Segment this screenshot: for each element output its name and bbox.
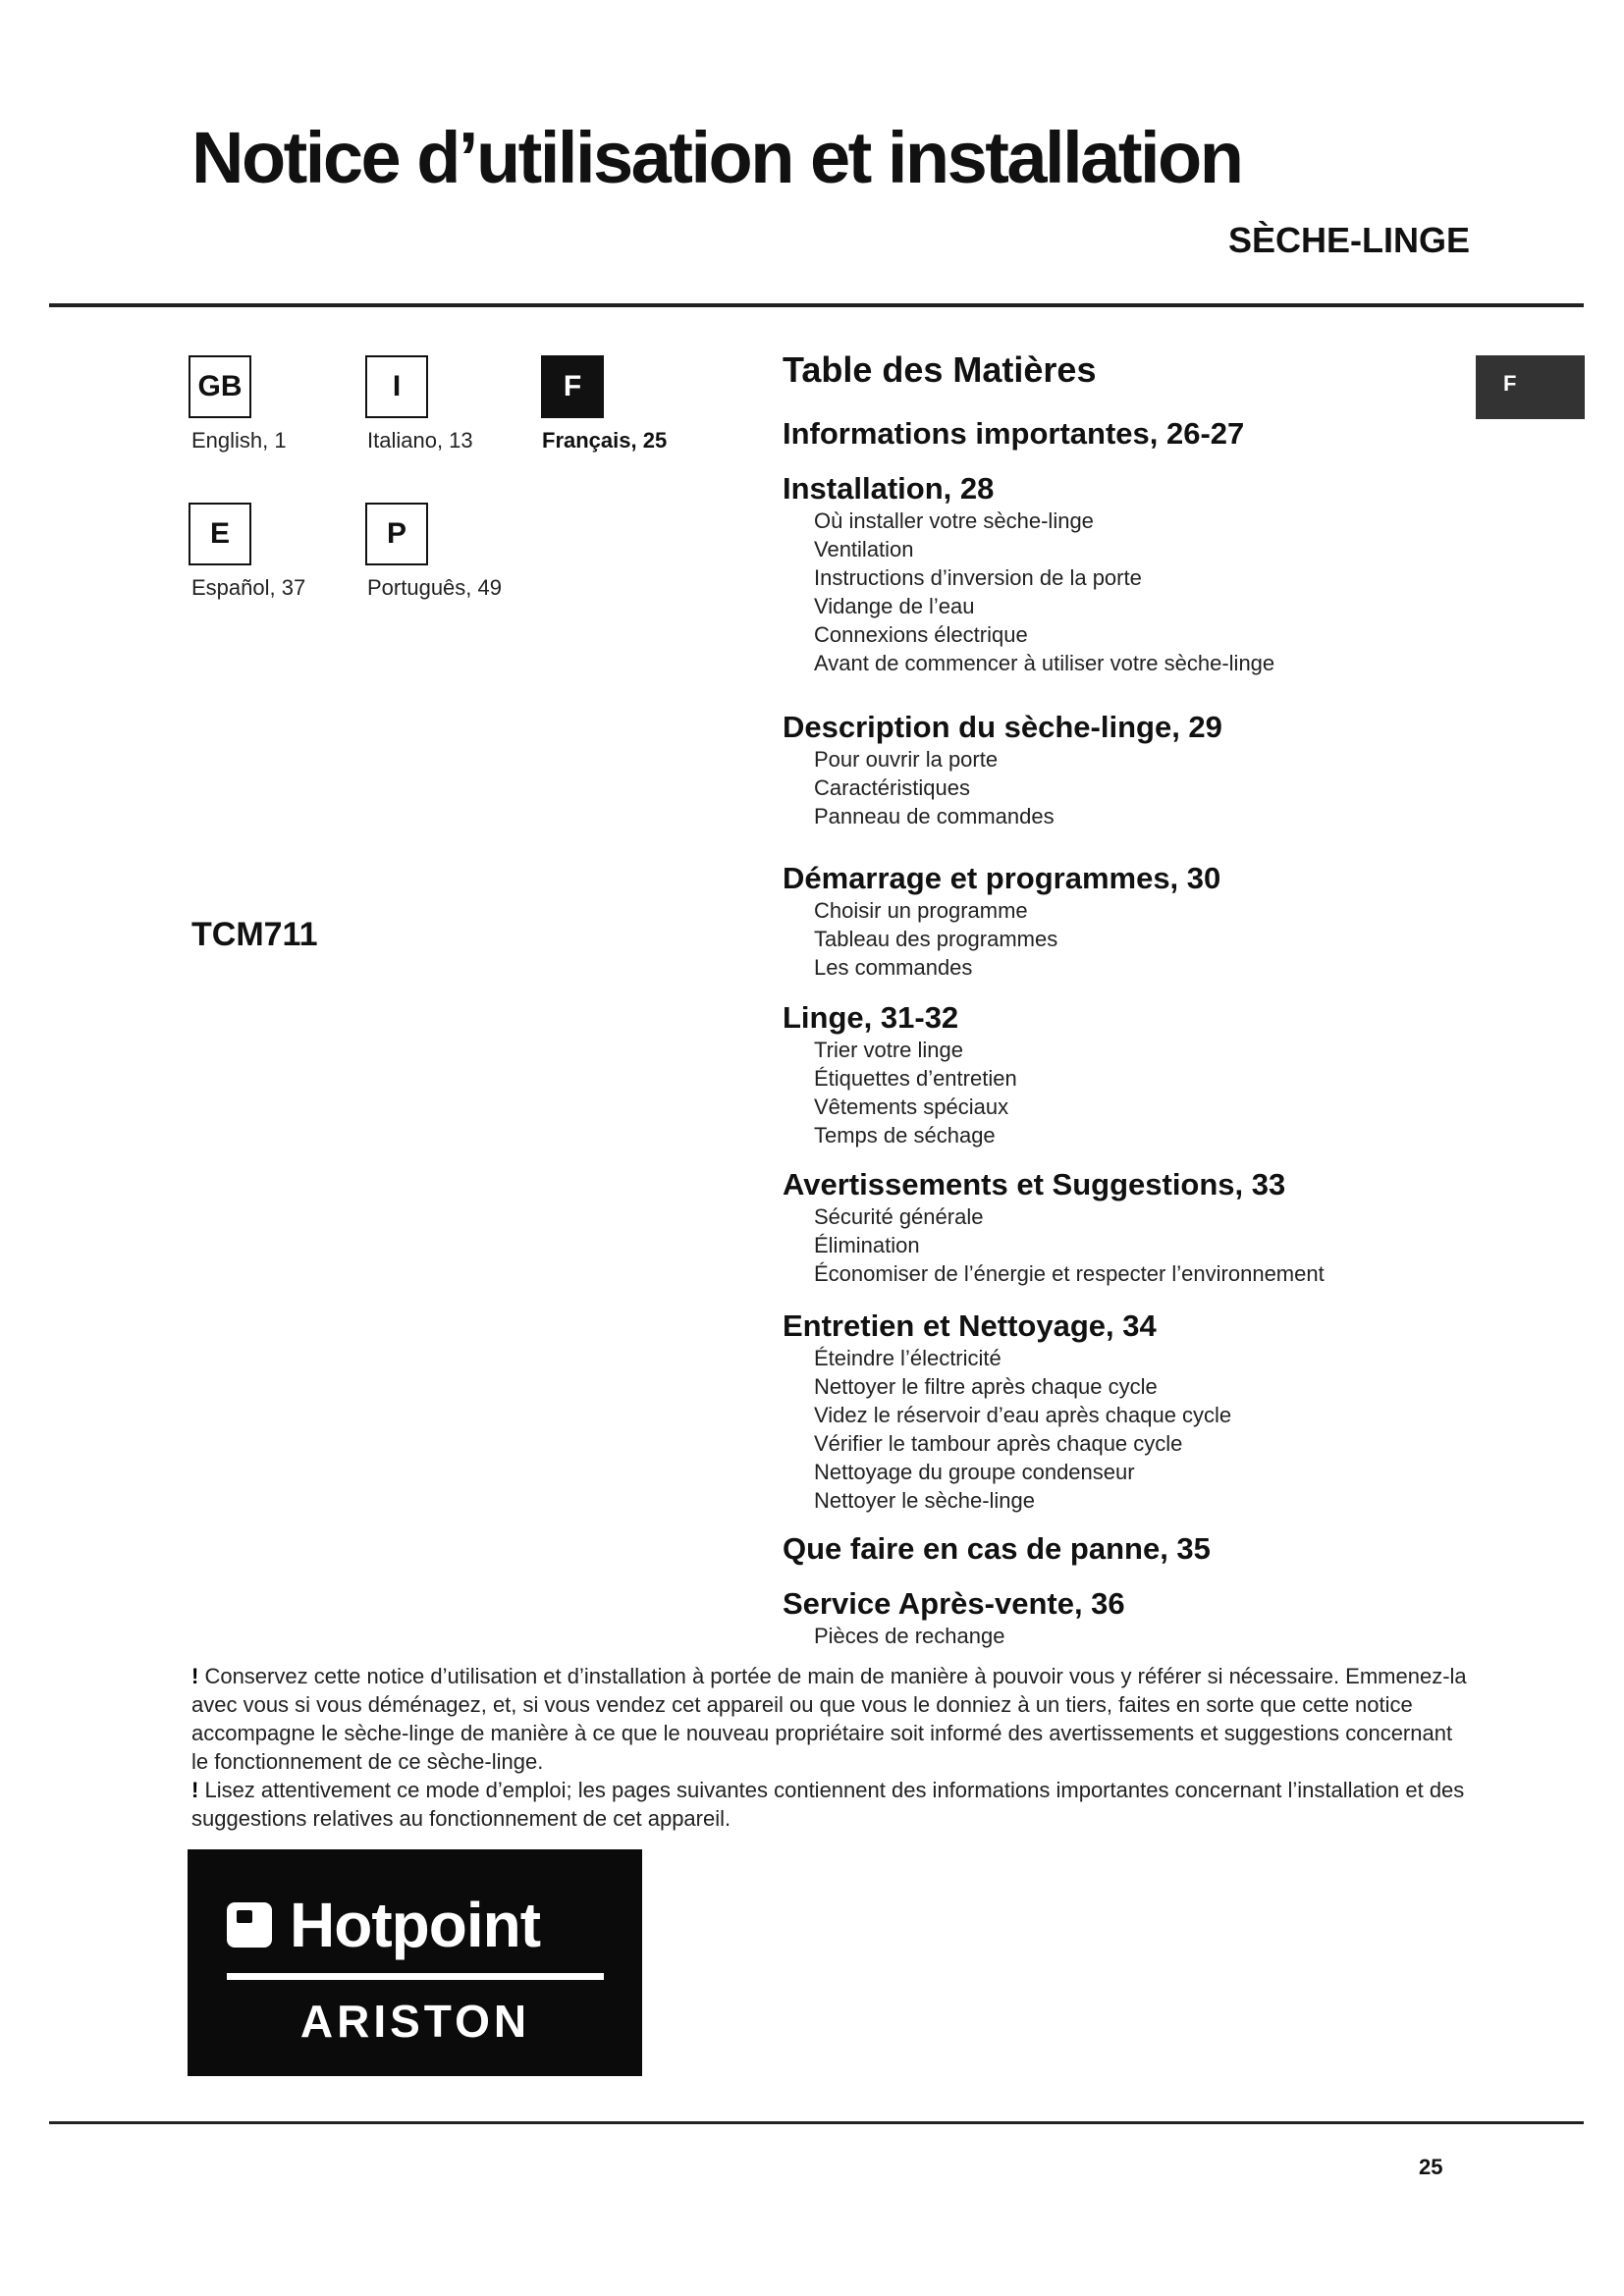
toc-sub-item[interactable]: Où installer votre sèche-linge [814,508,1094,533]
lang-label-e[interactable]: Español, 37 [191,575,306,600]
page-number: 25 [1419,2155,1443,2179]
lang-box-gb[interactable]: GB [189,355,251,418]
toc-sub-item[interactable]: Avant de commencer à utiliser votre sèche-linge [814,651,1275,675]
toc-sub-item[interactable]: Pièces de rechange [814,1624,1005,1648]
toc-sub-item[interactable]: Ventilation [814,537,914,561]
toc-section-service[interactable] [783,1586,1125,1650]
toc-sub-item[interactable]: Nettoyer le sèche-linge [814,1488,1036,1513]
toc-sub-item[interactable]: Choisir un programme [814,898,1028,923]
toc-section-title[interactable]: Avertissements et Suggestions, 33 [783,1167,1286,1201]
toc-sub-item[interactable]: Pour ouvrir la porte [814,747,999,772]
toc-section-title[interactable]: Informations importantes, 26-27 [783,416,1245,451]
language-side-tab: F [1476,355,1585,419]
model-number: TCM711 [191,916,318,953]
lang-label-p[interactable]: Português, 49 [367,575,502,600]
toc-sub-item[interactable]: Vêtements spéciaux [814,1095,1009,1119]
toc-sub-item[interactable]: Nettoyage du groupe condenseur [814,1460,1135,1484]
toc-section-description[interactable] [783,710,1222,830]
toc-sub-item[interactable]: Éteindre l’électricité [814,1346,1001,1370]
lang-label-f[interactable]: Français, 25 [542,428,668,453]
toc-section-title[interactable]: Installation, 28 [783,471,995,506]
toc-section-informations[interactable] [783,416,1244,452]
toc-sub-item[interactable]: Caractéristiques [814,775,970,800]
toc-sub-item[interactable]: Les commandes [814,955,973,980]
toc-sub-item[interactable]: Temps de séchage [814,1123,996,1148]
page-title: Notice d’utilisation et installation [191,117,1242,198]
logo-top-row [227,1890,540,1960]
lang-box-p[interactable]: P [365,503,428,565]
toc-sub-item[interactable]: Trier votre linge [814,1038,964,1062]
toc-section-avertissements[interactable] [783,1167,1325,1288]
brand-logo [188,1849,642,2076]
toc-sub-item[interactable]: Vidange de l’eau [814,594,975,618]
note-paragraph [191,1776,1468,1833]
toc-section-panne[interactable] [783,1531,1211,1567]
lang-box-i[interactable]: I [365,355,428,418]
toc-sub-item[interactable]: Instructions d’inversion de la porte [814,565,1142,590]
toc-section-installation[interactable] [783,471,1274,677]
toc-sub-item[interactable]: Élimination [814,1233,920,1257]
usage-notes [191,1662,1468,1833]
toc-sub-item[interactable]: Étiquettes d’entretien [814,1066,1017,1091]
toc-sub-item[interactable]: Nettoyer le filtre après chaque cycle [814,1374,1158,1399]
toc-sub-item[interactable]: Sécurité générale [814,1204,984,1229]
lang-label-gb[interactable]: English, 1 [191,428,287,453]
toc-section-linge[interactable] [783,1000,1017,1149]
top-divider [49,303,1584,307]
warning-marker-icon: ! [191,1778,199,1802]
bottom-divider [49,2121,1584,2124]
toc-section-title[interactable]: Démarrage et programmes, 30 [783,861,1221,895]
toc-section-demarrage[interactable] [783,861,1220,982]
note-text: Conservez cette notice d’utilisation et d’installation à portée de main de manière à pouvoir vous y référer si nécessaire. Emmenez-la avec vous si vous déménagez, et, si vous vendez cet appareil ou que vous le donniez à un tiers, faites en sorte que cette notice accompagne le sèche-linge de manière à ce que le nouveau propriétaire soit informé des avertissements et suggestions concernant le fonctionnement de ce sèche-linge. [191,1664,1467,1774]
note-text: Lisez attentivement ce mode d’emploi; les pages suivantes contiennent des informations importantes concernant l’installation et des suggestions relatives au fonctionnement de cet appareil. [191,1778,1465,1831]
toc-sub-item[interactable]: Videz le réservoir d’eau après chaque cycle [814,1403,1232,1427]
product-type: SÈCHE-LINGE [1227,220,1470,260]
logo-brand-text: Hotpoint [290,1890,540,1960]
toc-sub-item[interactable]: Connexions électrique [814,622,1028,647]
lang-box-e[interactable]: E [189,503,251,565]
lang-label-i[interactable]: Italiano, 13 [367,428,473,453]
toc-sub-item[interactable]: Vérifier le tambour après chaque cycle [814,1431,1183,1456]
logo-sub-text: ARISTON [299,1996,531,2047]
toc-section-title[interactable]: Service Après-vente, 36 [783,1586,1125,1621]
toc-section-title[interactable]: Linge, 31-32 [783,1000,959,1035]
toc-sub-item[interactable]: Économiser de l’énergie et respecter l’environnement [814,1261,1325,1286]
toc-section-title[interactable]: Que faire en cas de panne, 35 [783,1531,1211,1566]
lang-box-f[interactable]: F [541,355,604,418]
toc-section-title[interactable]: Entretien et Nettoyage, 34 [783,1308,1157,1343]
logo-divider [227,1973,604,1980]
note-paragraph [191,1662,1468,1776]
warning-marker-icon: ! [191,1664,199,1688]
logo-square-icon [227,1902,272,1948]
toc-section-entretien[interactable] [783,1308,1231,1515]
toc-sub-item[interactable]: Panneau de commandes [814,804,1055,828]
toc-section-title[interactable]: Description du sèche-linge, 29 [783,710,1222,744]
toc-sub-item[interactable]: Tableau des programmes [814,927,1058,951]
toc-heading: Table des Matières [783,349,1097,390]
